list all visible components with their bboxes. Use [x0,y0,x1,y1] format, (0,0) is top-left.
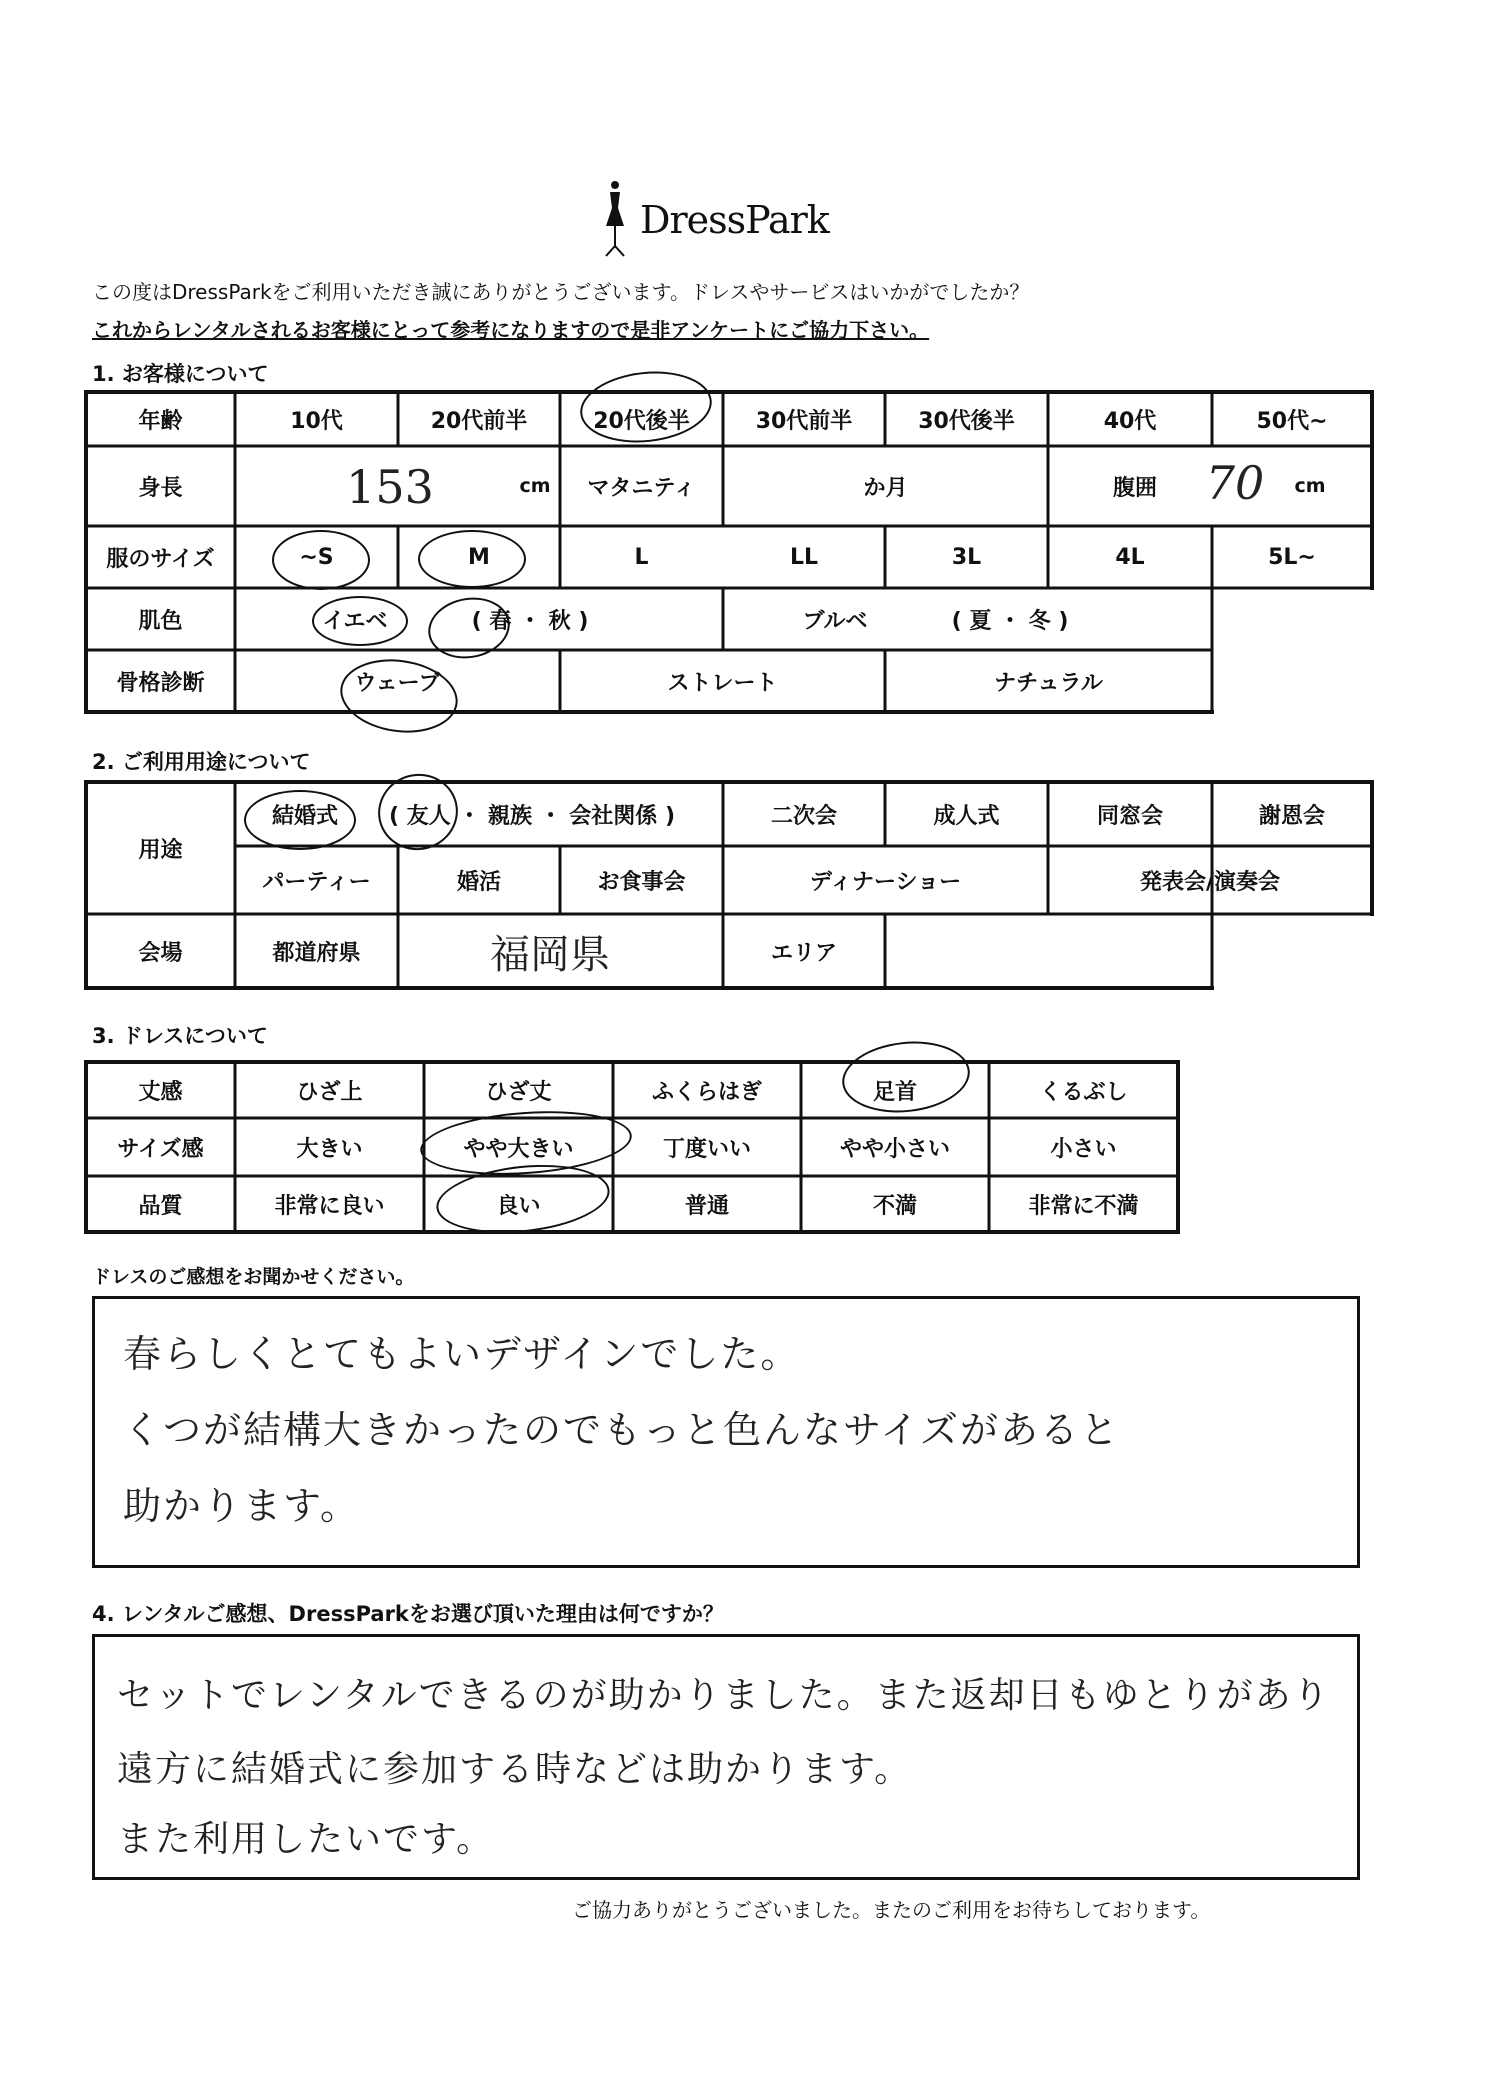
prefecture-label: 都道府県 [272,940,361,966]
quality-label: 品質 [138,1193,183,1219]
comment-line: 遠方に結婚式に参加する時などは助かります。 [117,1749,913,1790]
height-label: 身長 [138,475,183,501]
fit-option[interactable]: 小さい [1050,1136,1117,1162]
length-option[interactable]: ふくらはぎ [651,1079,762,1105]
intro-text: この度はDressParkをご利用いただき誠にありがとうございます。ドレスやサービスはいかがでしたか？ [92,280,1030,304]
comment-line: 助かります。 [123,1484,360,1528]
skin-blue-options[interactable]: ( 夏 ・ 冬 ) [951,608,1069,634]
size-option[interactable]: 5L~ [1268,544,1316,570]
skin-yellow-options[interactable]: ( 春 ・ 秋 ) [471,608,589,634]
size-option[interactable]: LL [789,544,819,570]
length-option[interactable]: くるぶし [1039,1079,1128,1105]
waist-unit: cm [1294,475,1326,497]
purpose-wedding-options[interactable]: ( 友人 ・ 親族 ・ 会社関係 ) [388,803,676,829]
fit-option[interactable]: 丁度いい [662,1136,751,1162]
skin-blue[interactable]: ブルベ [802,608,868,634]
length-option[interactable]: ひざ丈 [485,1079,552,1105]
age-option[interactable]: 30代後半 [918,408,1015,434]
fit-label: サイズ感 [117,1136,204,1162]
purpose-wedding[interactable]: 結婚式 [271,803,338,829]
purpose-label: 用途 [138,837,183,863]
frame-option[interactable]: ウェーブ [354,670,441,696]
fit-option[interactable]: やや大きい [463,1136,574,1162]
skin-label: 肌色 [138,608,183,634]
section-2-title: 2. ご利用用途について [92,750,311,774]
quality-option[interactable]: 非常に不満 [1028,1193,1139,1219]
footer-thanks: ご協力ありがとうございました。またのご利用をお待ちしております。 [572,1898,1211,1922]
dress-comment-box[interactable] [92,1296,1360,1568]
purpose-option[interactable]: 発表会/演奏会 [1139,869,1281,895]
comment-line: 春らしくとてもよいデザインでした。 [123,1332,801,1376]
purpose-option[interactable]: 同窓会 [1096,803,1163,829]
prefecture-value[interactable]: 福岡県 [490,931,610,978]
area-label: エリア [770,940,837,966]
age-option[interactable]: 20代前半 [430,408,528,434]
purpose-option[interactable]: 婚活 [456,869,501,895]
size-option[interactable]: M [468,544,490,570]
height-value[interactable]: 153 [346,460,434,514]
venue-label: 会場 [138,940,183,966]
length-option[interactable]: 足首 [872,1079,917,1105]
purpose-option[interactable]: お食事会 [597,869,686,895]
purpose-option[interactable]: ディナーショー [809,869,962,895]
quality-option[interactable]: 良い [496,1193,541,1219]
purpose-option[interactable]: 謝恩会 [1258,803,1325,829]
waist-value[interactable]: 70 [1205,456,1265,510]
age-option[interactable]: 30代前半 [755,408,853,434]
dress-comment-title: ドレスのご感想をお聞かせください。 [92,1266,415,1288]
maternity-label: マタニティ [587,475,696,501]
age-option[interactable]: 50代~ [1256,408,1328,434]
quality-option[interactable]: 普通 [684,1193,729,1219]
maternity-unit: か月 [863,475,908,501]
fit-option[interactable]: 大きい [296,1136,363,1162]
age-option[interactable]: 20代後半 [593,408,690,434]
comment-line: また利用したいです。 [117,1819,495,1860]
size-label: 服のサイズ [106,546,215,572]
section-4-title: 4. レンタルご感想、DressParkをお選び頂いた理由は何ですか？ [92,1602,724,1626]
size-option[interactable]: 3L [951,544,982,570]
comment-line: くつが結構大きかったのでもっと色んなサイズがあると [123,1408,1120,1452]
age-label: 年齢 [138,408,183,434]
height-unit: cm [519,475,551,497]
brand-name: DressPark [640,198,829,242]
purpose-option[interactable]: 成人式 [933,803,1000,829]
section-1-title: 1. お客様について [92,362,269,386]
age-option[interactable]: 40代 [1103,408,1157,434]
purpose-option[interactable]: 二次会 [770,803,837,829]
length-option[interactable]: ひざ上 [296,1079,363,1105]
intro-request: これからレンタルされるお客様にとって参考になりますので是非アンケートにご協力下さい。 [92,318,930,342]
comment-line: セットでレンタルできるのが助かりました。また返却日もゆとりがあり [117,1675,1331,1716]
size-option[interactable]: ~S [299,544,334,570]
waist-label: 腹囲 [1112,475,1157,501]
fit-option[interactable]: やや小さい [839,1136,950,1162]
purpose-option[interactable]: パーティー [262,869,371,895]
size-option[interactable]: 4L [1115,544,1145,570]
length-label: 丈感 [138,1079,183,1105]
skin-yellow[interactable]: イエベ [322,608,388,634]
quality-option[interactable]: 不満 [872,1193,917,1219]
rental-comment-box[interactable] [92,1634,1360,1880]
frame-option[interactable]: ナチュラル [994,670,1103,696]
section-3-title: 3. ドレスについて [92,1024,268,1048]
frame-label: 骨格診断 [116,670,205,696]
size-option[interactable]: L [634,544,649,570]
age-option[interactable]: 10代 [290,408,343,434]
quality-option[interactable]: 非常に良い [274,1193,385,1219]
frame-option[interactable]: ストレート [667,670,778,696]
